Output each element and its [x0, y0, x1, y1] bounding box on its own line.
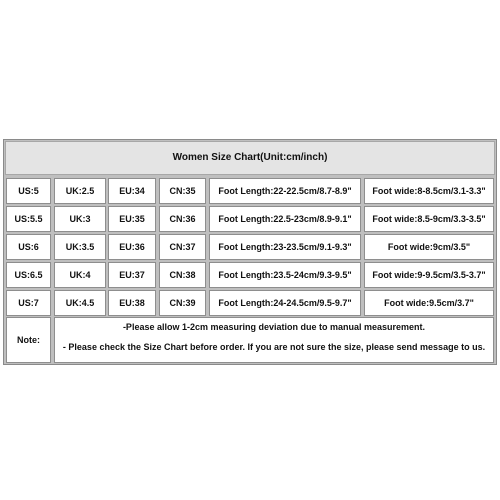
note-text	[54, 317, 494, 363]
cn-size-cell: CN:36	[159, 206, 206, 232]
eu-size-cell: EU:36	[108, 234, 156, 260]
table-row	[4, 262, 496, 288]
eu-size-cell: EU:37	[108, 262, 156, 288]
foot-wide-cell: Foot wide:9cm/3.5"	[364, 234, 494, 260]
foot-length-cell: Foot Length:22-22.5cm/8.7-8.9"	[209, 178, 361, 204]
eu-size-cell: EU:35	[108, 206, 156, 232]
foot-length-cell: Foot Length:23.5-24cm/9.3-9.5"	[209, 262, 361, 288]
cn-size-cell: CN:35	[159, 178, 206, 204]
note-label: Note:	[6, 317, 51, 363]
uk-size-cell: UK:3.5	[54, 234, 106, 260]
note-row	[4, 317, 496, 363]
foot-length-cell: Foot Length:24-24.5cm/9.5-9.7"	[209, 290, 361, 316]
cn-size-cell: CN:38	[159, 262, 206, 288]
foot-wide-cell: Foot wide:9-9.5cm/3.5-3.7"	[364, 262, 494, 288]
cn-size-cell: CN:37	[159, 234, 206, 260]
us-size-cell: US:6	[6, 234, 51, 260]
uk-size-cell: UK:3	[54, 206, 106, 232]
table-row	[4, 178, 496, 204]
table-row	[4, 234, 496, 260]
eu-size-cell: EU:34	[108, 178, 156, 204]
eu-size-cell: EU:38	[108, 290, 156, 316]
cn-size-cell: CN:39	[159, 290, 206, 316]
table-row	[4, 290, 496, 316]
size-chart-table	[3, 139, 497, 365]
foot-wide-cell: Foot wide:8.5-9cm/3.3-3.5"	[364, 206, 494, 232]
us-size-cell: US:5	[6, 178, 51, 204]
note-line: -Please allow 1-2cm measuring deviation due to manual measurement.	[122, 322, 426, 332]
foot-length-cell: Foot Length:22.5-23cm/8.9-9.1"	[209, 206, 361, 232]
note-line: - Please check the Size Chart before order. If you are not sure the size, please send message to us.	[62, 342, 486, 352]
foot-length-cell: Foot Length:23-23.5cm/9.1-9.3"	[209, 234, 361, 260]
size-chart-title: Women Size Chart(Unit:cm/inch)	[5, 141, 495, 175]
foot-wide-cell: Foot wide:8-8.5cm/3.1-3.3"	[364, 178, 494, 204]
uk-size-cell: UK:4.5	[54, 290, 106, 316]
uk-size-cell: UK:4	[54, 262, 106, 288]
us-size-cell: US:7	[6, 290, 51, 316]
us-size-cell: US:6.5	[6, 262, 51, 288]
uk-size-cell: UK:2.5	[54, 178, 106, 204]
foot-wide-cell: Foot wide:9.5cm/3.7"	[364, 290, 494, 316]
table-row	[4, 206, 496, 232]
us-size-cell: US:5.5	[6, 206, 51, 232]
